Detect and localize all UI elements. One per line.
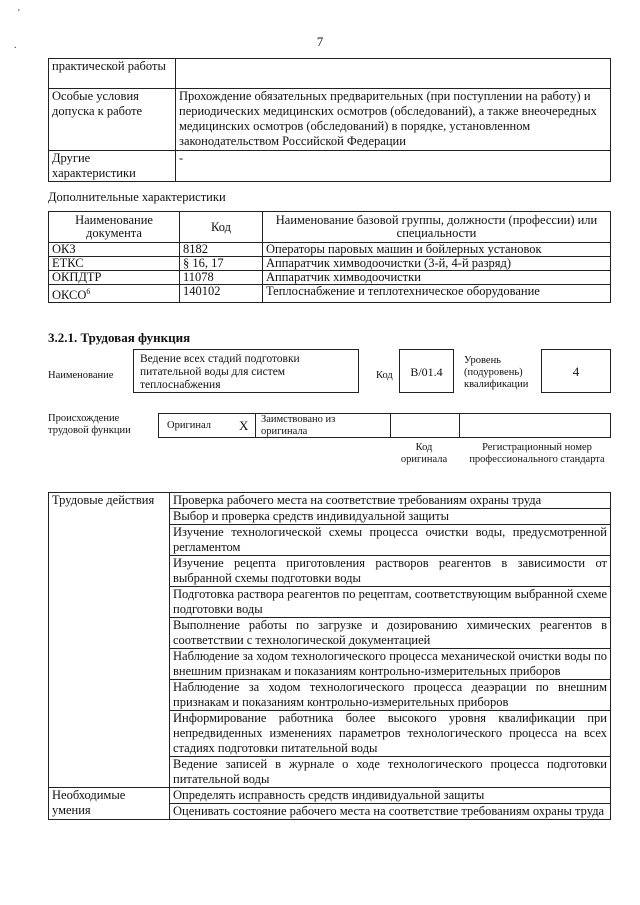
additional-characteristics-title: Дополнительные характеристики	[48, 190, 226, 204]
origin-divider	[390, 414, 391, 437]
level-box	[541, 349, 611, 393]
table-row	[49, 243, 611, 257]
row-value	[176, 59, 611, 89]
cell-code: 11078	[180, 271, 263, 285]
table-header-row	[49, 212, 611, 243]
row-label: Другие характеристики	[49, 151, 176, 182]
actions-label: Трудовые действия	[49, 493, 170, 788]
action-item: Проверка рабочего места на соответствие требованиям охраны труда	[170, 493, 611, 509]
skill-item: Определять исправность средств индивидуальной защиты	[170, 788, 611, 804]
function-heading: 3.2.1. Трудовая функция	[48, 330, 191, 345]
labor-actions-table	[48, 492, 611, 820]
function-code-value: B/01.4	[410, 365, 443, 379]
original-mark: X	[239, 418, 249, 433]
function-name-value: Ведение всех стадий подготовки питательной воды для систем теплоснабжения	[140, 353, 300, 391]
cell-doc: ОКПДТР	[49, 271, 180, 285]
code-label: Код	[376, 370, 393, 381]
level-label: Уровень (подуровень) квалификации	[464, 355, 529, 390]
cell-doc	[49, 285, 180, 303]
table-row	[49, 493, 611, 509]
reg-number-label: Регистрационный номер профессионального стандарта	[469, 442, 605, 465]
column-header: Наименование документа	[49, 212, 180, 243]
table-row	[49, 285, 611, 303]
action-item: Наблюдение за ходом технологического процесса механической очистки воды по внешним признакам и показаниям контрольно-измерительных приборов	[170, 649, 611, 680]
borrowed-label: Заимствовано из оригинала	[261, 414, 336, 437]
scan-mark: .	[14, 40, 17, 51]
scan-mark: '	[18, 8, 20, 19]
qualification-requirements-table	[48, 58, 611, 182]
action-item: Выполнение работы по загрузке и дозированию химических реагентов в соответствии с технологической документацией	[170, 618, 611, 649]
column-header: Наименование базовой группы, должности (профессии) или специальности	[263, 212, 611, 243]
skill-item: Оценивать состояние рабочего места на соответствие требованиям охраны труда	[170, 804, 611, 820]
footnote-marker: 6	[86, 287, 91, 296]
action-item: Наблюдение за ходом технологического процесса деаэрации по внешним признакам и показаниям контрольно-измерительных приборов	[170, 680, 611, 711]
cell-code: 8182	[180, 243, 263, 257]
table-row	[49, 788, 611, 804]
cell-name: Аппаратчик химводоочистки (3-й, 4-й разряд)	[263, 257, 611, 271]
origin-divider	[459, 414, 460, 437]
function-code-box	[399, 349, 454, 393]
page-number: 7	[316, 34, 324, 49]
cell-code: 140102	[180, 285, 263, 303]
row-value: Прохождение обязательных предварительных (при поступлении на работу) и периодических медицинских осмотров (обследований), а также внеочередных медицинских осмотров (обследований) в порядке, установленном законодательством Российской Федерации	[176, 89, 611, 151]
table-row	[49, 89, 611, 151]
table-row	[49, 271, 611, 285]
function-name-box	[133, 349, 359, 393]
doc-text: ОКСО	[52, 288, 87, 303]
cell-name: Аппаратчик химводоочистки	[263, 271, 611, 285]
cell-name: Операторы паровых машин и бойлерных установок	[263, 243, 611, 257]
cell-name: Теплоснабжение и теплотехническое оборудование	[263, 285, 611, 303]
original-label: Оригинал	[167, 420, 211, 431]
action-item: Изучение рецепта приготовления растворов реагентов в зависимости от выбранной схемы подготовки воды	[170, 556, 611, 587]
level-value: 4	[572, 364, 580, 379]
action-item: Изучение технологической схемы процесса очистки воды, предусмотренной регламентом	[170, 525, 611, 556]
cell-code: § 16, 17	[180, 257, 263, 271]
action-item: Ведение записей в журнале о ходе технологического процесса подготовки питательной воды	[170, 757, 611, 788]
origin-row	[158, 413, 611, 438]
cell-doc: ЕТКС	[49, 257, 180, 271]
action-item: Информирование работника более высокого уровня квалификации при непредвиденных изменениях параметров технологического процесса на всех стадиях подготовки питательной воды	[170, 711, 611, 757]
action-item: Выбор и проверка средств индивидуальной защиты	[170, 509, 611, 525]
code-original-label: Код оригинала	[400, 442, 448, 465]
table-row	[49, 59, 611, 89]
row-label: практической работы	[49, 59, 176, 89]
table-row	[49, 257, 611, 271]
name-label: Наименование	[48, 370, 114, 381]
row-label: Особые условия допуска к работе	[49, 89, 176, 151]
origin-divider	[255, 414, 256, 437]
action-item: Подготовка раствора реагентов по рецептам, соответствующим выбранной схеме подготовки воды	[170, 587, 611, 618]
table-row	[49, 151, 611, 182]
skills-label: Необходимые умения	[49, 788, 170, 820]
row-value: -	[176, 151, 611, 182]
origin-label: Происхождение трудовой функции	[48, 413, 131, 436]
column-header: Код	[180, 212, 263, 243]
additional-characteristics-table	[48, 211, 611, 303]
cell-doc: ОКЗ	[49, 243, 180, 257]
